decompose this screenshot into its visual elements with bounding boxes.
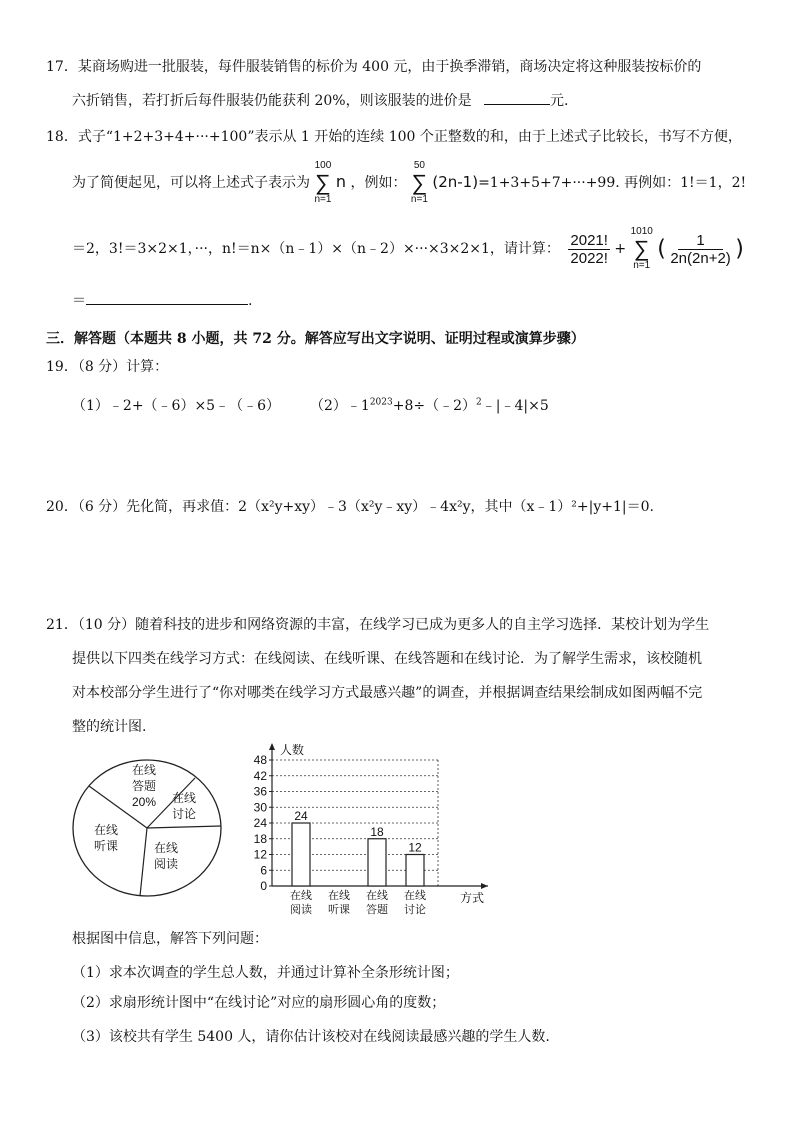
y-tick-label: 6 <box>260 863 267 878</box>
y-tick-label: 36 <box>253 784 267 799</box>
x-tick-label: 在线 <box>328 890 350 902</box>
q19-part2-b: +8÷（﹣2） <box>392 398 477 414</box>
q19-part2-c: ﹣|﹣4|×5 <box>481 398 549 414</box>
sum3-bottom: n=1 <box>633 260 651 271</box>
sum1-top: 100 <box>314 160 332 171</box>
y-axis-label: 人数 <box>280 743 305 757</box>
q17-line1: 17．某商场购进一批服装，每件服装销售的标价为 400 元，由于换季滞销，商场决定将这种服装按标价的 <box>46 59 702 75</box>
bar-value-label: 18 <box>370 824 384 839</box>
frac-numerator: 2021! <box>570 231 608 249</box>
x-tick-label: 答题 <box>366 904 388 915</box>
q18-line3-prefix: ＝2，3!＝3×2×1，···，n!＝n×（n﹣1）×（n﹣2）×···×3×2×1，请计算： <box>72 241 560 257</box>
q21-after-chart: 根据图中信息，解答下列问题： <box>72 931 268 947</box>
y-tick-label: 12 <box>253 847 267 862</box>
pie-label-answer-pct: 20% <box>131 795 157 809</box>
pie-label-read-2: 阅读 <box>153 857 179 871</box>
bar <box>406 855 424 887</box>
q19-part2-a: （2）﹣1 <box>310 398 370 414</box>
x-tick-label: 在线 <box>366 890 388 902</box>
q19-part1: （1）﹣2+（﹣6）×5﹣（﹣6） <box>72 398 280 414</box>
y-tick-label: 18 <box>253 831 267 846</box>
q21-sub1: （1）求本次调查的学生总人数，并通过计算补全条形统计图； <box>72 965 459 981</box>
q18-line2 <box>72 160 746 206</box>
section3-title: 三．解答题（本题共 8 小题，共 72 分。解答应写出文字说明、证明过程或演算步骤） <box>46 331 585 347</box>
q21-sub3: （3）该校共有学生 5400 人，请你估计该校对在线阅读最感兴趣的学生人数. <box>72 1029 550 1045</box>
sum1-body: n <box>335 172 347 191</box>
q19-part2 <box>310 395 549 415</box>
bar-value-label: 12 <box>408 840 422 855</box>
q21-line4: 整的统计图. <box>72 719 147 735</box>
q21-line1: 21．（10 分）随着科技的进步和网络资源的丰富，在线学习已成为更多人的自主学习选择．某校计划为学生 <box>46 617 710 633</box>
sum1 <box>314 160 331 206</box>
x-tick-label: 阅读 <box>290 904 312 915</box>
bar <box>368 839 386 886</box>
y-tick-label: 24 <box>253 816 267 830</box>
sum3-top: 1010 <box>630 226 653 237</box>
q21-line2: 提供以下四类在线学习方式：在线阅读、在线听课、在线答题和在线讨论．为了解学生需求，该校随机 <box>72 651 702 667</box>
sum2-bottom: n=1 <box>410 194 428 205</box>
frac2-numerator: 1 <box>678 232 722 250</box>
pie-label-discuss-2: 讨论 <box>171 807 197 821</box>
frac2-denominator: 2n(2n+2) <box>670 249 731 267</box>
sigma-icon: ∑ <box>315 170 331 195</box>
fraction-factorial <box>568 232 610 267</box>
q18-line3 <box>72 226 744 272</box>
pie-label-listen-1: 在线 <box>93 823 119 837</box>
x-tick-label: 在线 <box>404 890 426 902</box>
bar-value-label: 24 <box>294 809 308 823</box>
y-tick-label: 0 <box>260 879 267 893</box>
q17-line2 <box>72 90 568 110</box>
fraction-sum-term <box>670 232 730 267</box>
pie-chart <box>62 752 232 897</box>
q17-unit: 元. <box>550 93 569 109</box>
q19-stem: 19．（8 分）计算： <box>46 359 169 375</box>
frac-denominator: 2022! <box>570 249 608 267</box>
q19-part2-exp2: 2 <box>476 397 482 408</box>
sum2-body: (2n-1) <box>432 173 479 191</box>
x-tick-label: 听课 <box>328 904 350 915</box>
q17-line2-text: 六折销售，若打折后每件服装仍能获利 20%，则该服装的进价是 <box>72 93 472 109</box>
pie-label-answer-2: 答题 <box>131 779 157 793</box>
x-tick-label: 在线 <box>290 890 312 902</box>
q18-example-value: =1+3+5+7+···+99. 再例如：1!＝1，2! <box>478 175 747 191</box>
y-tick-label: 48 <box>253 753 267 767</box>
q18-example-label: ，例如： <box>350 175 407 191</box>
y-tick-label: 42 <box>253 768 267 783</box>
q21-line3: 对本校部分学生进行了“你对哪类在线学习方式最感兴趣”的调查，并根据调查结果绘制成如图两幅不完 <box>72 685 703 701</box>
q18-line2-prefix: 为了简便起见，可以将上述式子表示为 <box>72 175 310 191</box>
pie-label-answer-1: 在线 <box>131 763 157 777</box>
q18-line1: 18．式子“1+2+3+4+···+100”表示从 1 开始的连续 100 个正整数的和，由于上述式子比较长，书写不方便， <box>46 129 742 145</box>
paren-open: ( <box>657 236 666 262</box>
q19-part2-exp: 2023 <box>369 397 393 408</box>
sum2 <box>411 160 428 206</box>
x-axis-arrow-icon <box>481 883 488 889</box>
x-axis-label: 方式 <box>460 891 485 905</box>
sigma-icon: ∑ <box>633 236 650 261</box>
q18-answer-blank[interactable] <box>86 290 248 305</box>
pie-label-discuss-1: 在线 <box>171 791 197 805</box>
q18-line4 <box>72 290 252 310</box>
sum3 <box>631 226 653 272</box>
q17-answer-blank[interactable] <box>484 90 550 105</box>
paren-close: ) <box>735 236 744 262</box>
q18-line4-suffix: . <box>248 293 253 309</box>
bar-chart-labels <box>254 742 484 915</box>
pie-label-read-1: 在线 <box>153 841 179 855</box>
bar-chart <box>252 740 498 915</box>
q20-text: 20．（6 分）先化简，再求值：2（x²y+xy）﹣3（x²y﹣xy）﹣4x²y，其中（x﹣1）²+|y+1|＝0. <box>46 499 654 515</box>
plus-sign: + <box>614 241 627 257</box>
q21-sub2: （2）求扇形统计图中“在线讨论”对应的扇形圆心角的度数； <box>72 995 446 1011</box>
pie-label-listen-2: 听课 <box>93 839 119 853</box>
y-axis-arrow-icon <box>269 743 275 750</box>
sum1-bottom: n=1 <box>314 194 332 205</box>
bar <box>292 823 310 886</box>
sum2-top: 50 <box>413 160 425 171</box>
q18-line4-prefix: ＝ <box>72 293 86 309</box>
y-tick-label: 30 <box>253 800 267 815</box>
sigma-icon: ∑ <box>411 170 428 195</box>
x-tick-label: 讨论 <box>404 904 426 915</box>
